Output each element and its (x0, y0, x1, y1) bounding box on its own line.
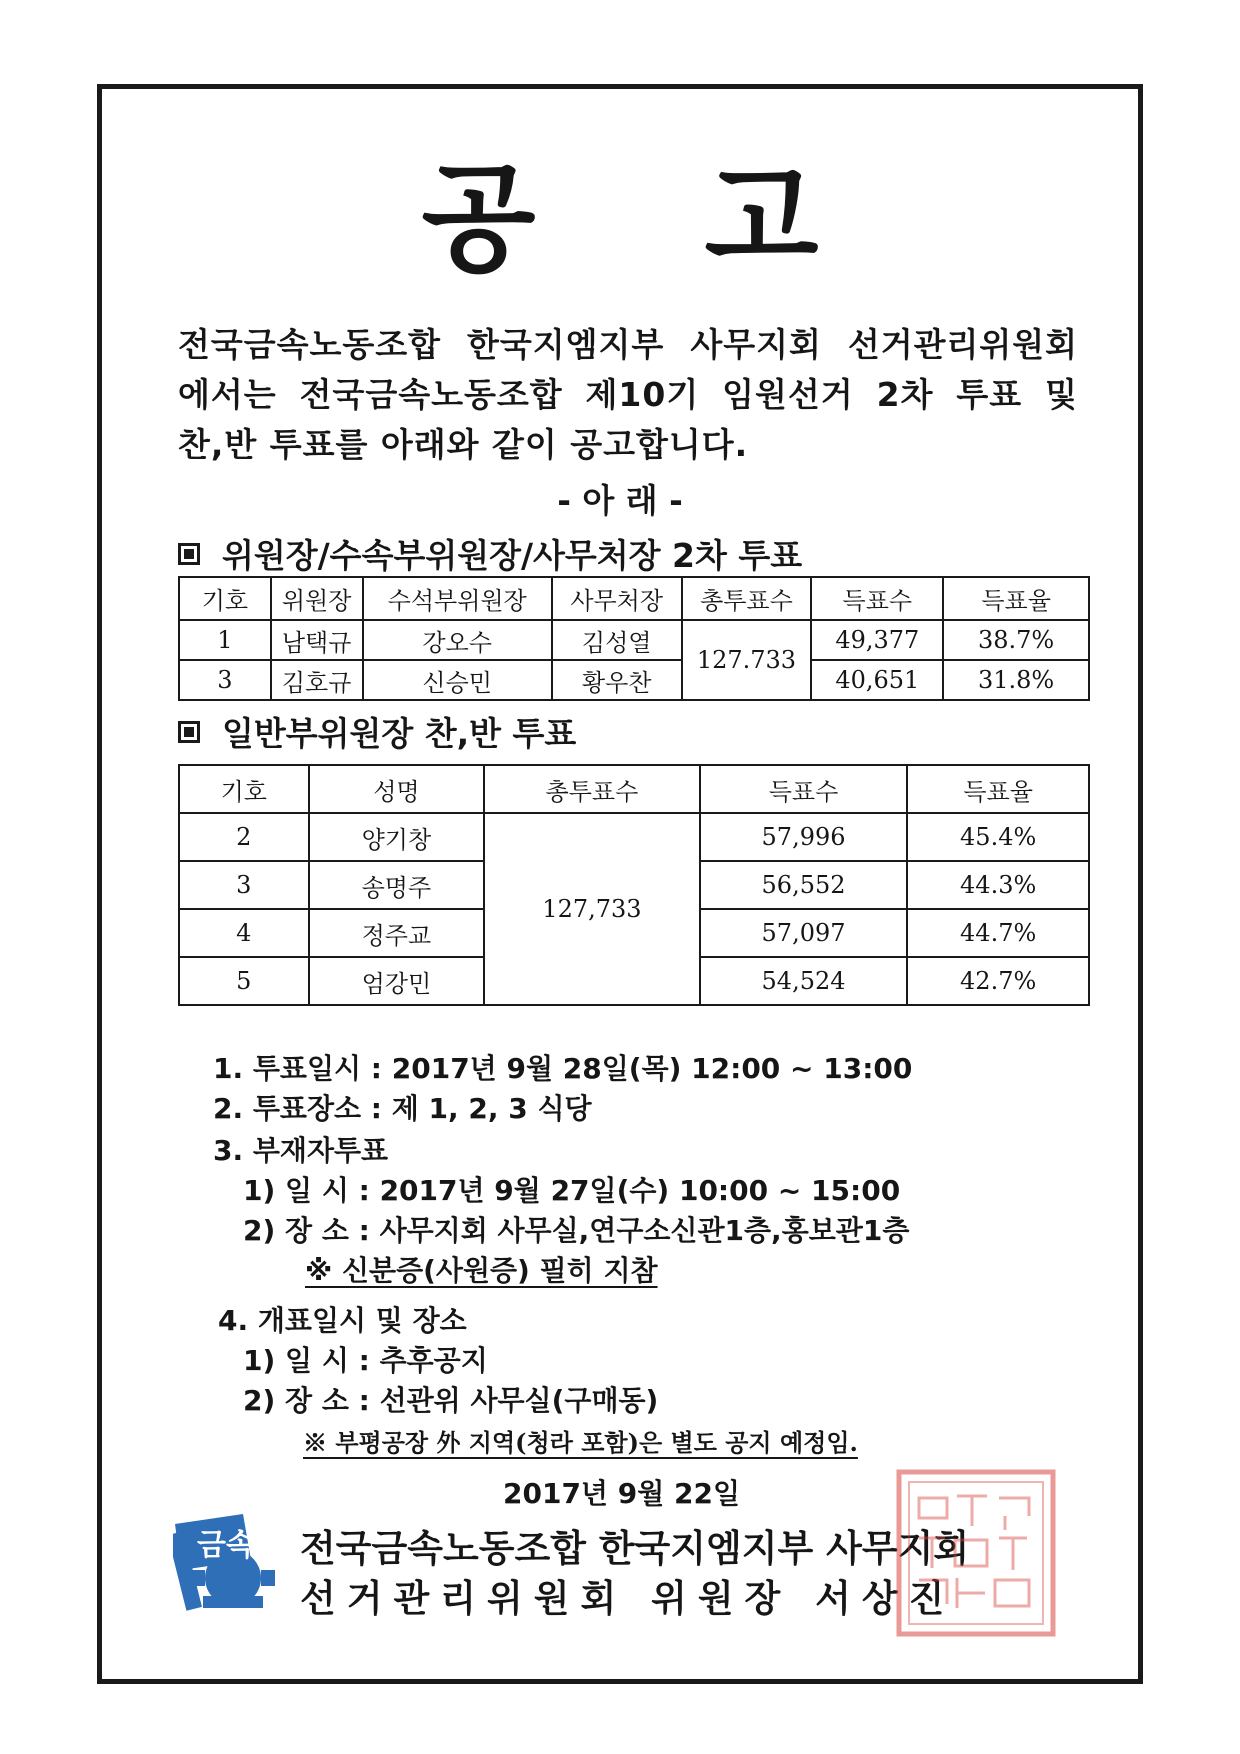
header-cell: 위원장 (271, 577, 363, 620)
item-absentee-note: ※ 신분증(사원증) 필히 지참 (305, 1254, 658, 1287)
no-cell: 3 (179, 660, 271, 700)
official-seal (895, 1468, 1057, 1638)
table-row (179, 813, 1089, 861)
secretary-cell: 황우찬 (552, 660, 682, 700)
table-header-row (179, 577, 1089, 620)
item-voting-time: 1. 투표일시 : 2017년 9월 28일(목) 12:00 ~ 13:00 (213, 1052, 913, 1085)
table-header-row (179, 765, 1089, 813)
square-bullet-icon (178, 721, 200, 743)
rate-cell: 44.3% (907, 861, 1089, 909)
name-cell: 송명주 (309, 861, 484, 909)
name-cell: 양기창 (309, 813, 484, 861)
committee-chair-name: 선거관리위원회 위원장 서상진 (300, 1577, 956, 1620)
votes-cell: 40,651 (811, 660, 943, 700)
header-cell: 기호 (179, 765, 309, 813)
seal-stamp-icon (895, 1468, 1057, 1638)
intro-line-2: 에서는 전국금속노동조합 제10기 임원선거 2차 투표 및 (178, 375, 1078, 414)
item-counting-place: 2) 장 소 : 선관위 사무실(구매동) (243, 1384, 659, 1417)
name-cell: 정주교 (309, 909, 484, 957)
intro-paragraph (178, 320, 1078, 470)
vice-chair-cell: 강오수 (363, 620, 552, 660)
header-cell: 사무처장 (552, 577, 682, 620)
chair-cell: 김호규 (271, 660, 363, 700)
header-cell: 성명 (309, 765, 484, 813)
total-votes-cell: 127,733 (484, 813, 700, 1005)
rate-cell: 38.7% (943, 620, 1089, 660)
header-cell: 득표율 (943, 577, 1089, 620)
arae-heading: - 아 래 - (557, 481, 683, 520)
vice-chair-cell: 신승민 (363, 660, 552, 700)
union-logo (173, 1512, 293, 1612)
no-cell: 5 (179, 957, 309, 1005)
votes-cell: 57,097 (700, 909, 908, 957)
header-cell: 득표수 (700, 765, 908, 813)
votes-cell: 54,524 (700, 957, 908, 1005)
votes-cell: 49,377 (811, 620, 943, 660)
section2-heading (178, 708, 576, 755)
item-counting-note: ※ 부평공장 外 지역(청라 포함)은 별도 공지 예정임. (303, 1428, 858, 1457)
item-counting-time: 1) 일 시 : 추후공지 (243, 1344, 488, 1377)
header-cell: 총투표수 (484, 765, 700, 813)
intro-line-3: 찬,반 투표를 아래와 같이 공고합니다. (178, 425, 749, 464)
table-row (179, 620, 1089, 660)
secretary-cell: 김성열 (552, 620, 682, 660)
no-cell: 4 (179, 909, 309, 957)
name-cell: 엄강민 (309, 957, 484, 1005)
item-absentee-place: 2) 장 소 : 사무지회 사무실,연구소신관1층,홍보관1층 (243, 1214, 910, 1247)
chair-cell: 남택규 (271, 620, 363, 660)
item-counting: 4. 개표일시 및 장소 (218, 1304, 467, 1337)
section1-heading (178, 530, 802, 577)
header-cell: 총투표수 (682, 577, 812, 620)
logo-text: 금속 (197, 1528, 255, 1563)
table-row (179, 660, 1089, 700)
rate-cell: 45.4% (907, 813, 1089, 861)
section2-heading-text: 일반부위원장 찬,반 투표 (222, 714, 577, 753)
votes-cell: 56,552 (700, 861, 908, 909)
total-votes-cell: 127.733 (682, 620, 812, 700)
votes-cell: 57,996 (700, 813, 908, 861)
header-cell: 기호 (179, 577, 271, 620)
org-name: 전국금속노동조합 한국지엠지부 사무지회 (300, 1527, 970, 1570)
rate-cell: 31.8% (943, 660, 1089, 700)
no-cell: 3 (179, 861, 309, 909)
square-bullet-icon (178, 543, 200, 565)
notice-title: 공 고 (421, 150, 883, 288)
intro-line-1: 전국금속노동조합 한국지엠지부 사무지회 선거관리위원회 (178, 325, 1078, 364)
header-cell: 득표수 (811, 577, 943, 620)
notice-date: 2017년 9월 22일 (503, 1477, 741, 1510)
rate-cell: 42.7% (907, 957, 1089, 1005)
no-cell: 1 (179, 620, 271, 660)
rate-cell: 44.7% (907, 909, 1089, 957)
section1-heading-text: 위원장/수속부위원장/사무처장 2차 투표 (222, 536, 803, 575)
item-absentee-voting: 3. 부재자투표 (213, 1134, 389, 1167)
header-cell: 득표율 (907, 765, 1089, 813)
election-results-table (178, 576, 1090, 701)
header-cell: 수석부위원장 (363, 577, 552, 620)
item-voting-place: 2. 투표장소 : 제 1, 2, 3 식당 (213, 1092, 592, 1125)
item-absentee-time: 1) 일 시 : 2017년 9월 27일(수) 10:00 ~ 15:00 (243, 1174, 901, 1207)
no-cell: 2 (179, 813, 309, 861)
approval-vote-table (178, 764, 1090, 1006)
